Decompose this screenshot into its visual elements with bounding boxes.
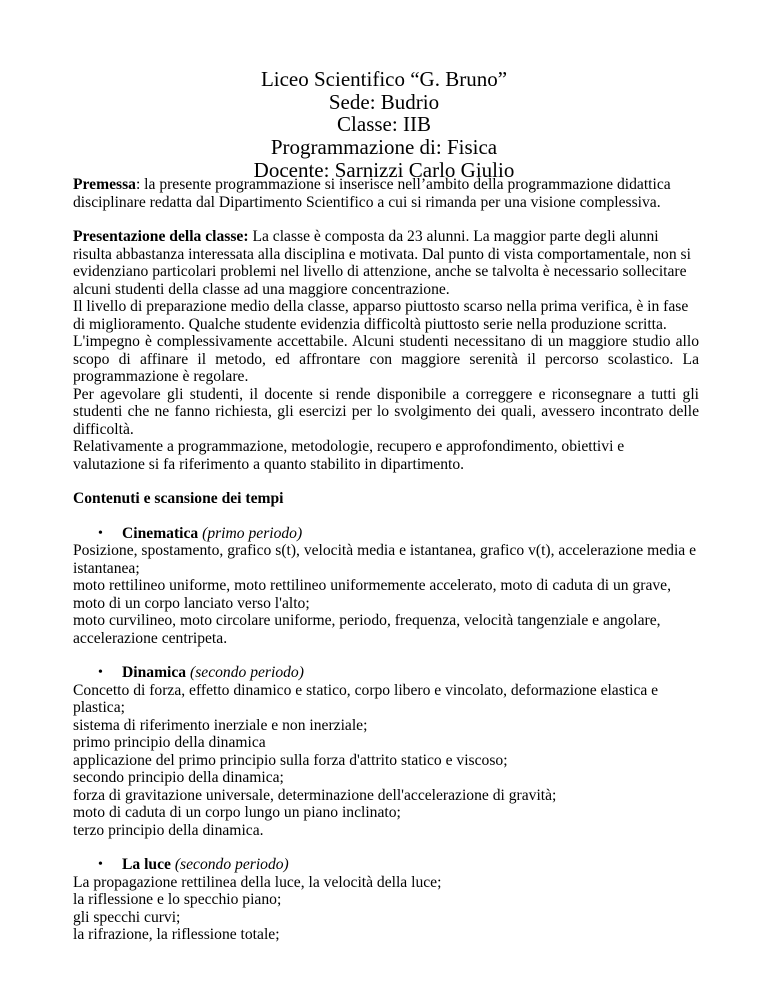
section-topics-luce	[73, 874, 699, 944]
section-period: (primo periodo)	[202, 524, 303, 542]
topic-line: moto rettilineo uniforme, moto rettilineo uniformemente accelerato, moto di caduta di un grave, moto di un corpo lanciato verso l'alto;	[73, 577, 671, 612]
presentazione-text: La classe è composta da 23 alunni. La maggior parte degli alunni risulta abbastanza interessata alla disciplina e motivata. Dal punto di vista comportamentale, non si evidenziano particolari problemi nel livello di attenzione, anche se talvolta è necessario sollecitare alcuni studenti della classe ad una maggiore concentrazione.	[73, 228, 691, 298]
classe-line: Classe: IIB	[337, 112, 431, 137]
programmazione-line: Programmazione di: Fisica	[270, 135, 498, 160]
topic-line: secondo principio della dinamica;	[73, 769, 284, 786]
presentazione-p2: Il livello di preparazione medio della classe, apparso piuttosto scarso nella prima verifica, è in fase di miglioramento. Qualche studente evidenzia difficoltà piuttosto serie nella produzione scritta.	[73, 298, 689, 333]
presentazione-p4: Per agevolare gli studenti, il docente si rende disponibile a correggere e riconsegnare a tutti gli studenti che ne fanno richiesta, gli esercizi per lo svolgimento dei quali, avessero incontrato delle difficoltà.	[73, 385, 699, 438]
section-heading-dinamica	[73, 664, 699, 682]
sede-line: Sede: Budrio	[328, 89, 440, 114]
topic-line: la riflessione e lo specchio piano;	[73, 891, 282, 908]
contenuti-title: Contenuti e scansione dei tempi	[73, 490, 284, 507]
topic-line: forza di gravitazione universale, determinazione dell'accelerazione di gravità;	[73, 786, 557, 804]
docente-line: Docente: Sarnizzi Carlo Giulio	[253, 157, 515, 182]
presentazione-p5: Relativamente a programmazione, metodologie, recupero e approfondimento, obiettivi e valutazione si fa riferimento a quanto stabilito in dipartimento.	[73, 438, 625, 473]
document-header	[0, 68, 768, 182]
bullet-icon: •	[98, 665, 103, 680]
topic-line: applicazione del primo principio sulla forza d'attrito statico e viscoso;	[73, 751, 508, 769]
section-topics-cinematica	[73, 542, 699, 647]
premessa-paragraph	[73, 176, 699, 211]
premessa-text: : la presente programmazione si inserisce nell’ambito della programmazione didattica disciplinare redatta dal Dipartimento Scientifico a cui si rimanda per una visione complessiva.	[73, 176, 671, 211]
presentazione-label: Presentazione della classe:	[73, 228, 249, 245]
contenuti-heading	[73, 490, 699, 508]
premessa-label: Premessa	[73, 176, 136, 193]
section-heading-cinematica	[73, 525, 699, 543]
topic-line: moto di caduta di un corpo lungo un piano inclinato;	[73, 804, 401, 821]
presentazione-block	[73, 228, 699, 473]
presentazione-paragraph	[73, 228, 699, 298]
topic-line: sistema di riferimento inerziale e non inerziale;	[73, 716, 368, 734]
topic-line: moto curvilineo, moto circolare uniforme, periodo, frequenza, velocità tangenziale e angolare, accelerazione centripeta.	[73, 612, 661, 647]
section-heading-luce	[73, 856, 699, 874]
section-period: (secondo periodo)	[190, 664, 304, 681]
section-period: (secondo periodo)	[174, 856, 289, 873]
topic-line: Posizione, spostamento, grafico s(t), velocità media e istantanea, grafico v(t), accelerazione media e istantanea;	[73, 542, 697, 577]
section-title: La luce	[122, 856, 171, 873]
section-title: Dinamica	[122, 664, 187, 681]
bullet-icon: •	[98, 857, 103, 872]
school-name: Liceo Scientifico “G. Bruno”	[260, 67, 508, 91]
topic-line: primo principio della dinamica	[73, 734, 266, 751]
topic-line: terzo principio della dinamica.	[73, 821, 264, 839]
presentazione-p3: L'impegno è complessivamente accettabile. Alcuni studenti necessitano di un maggiore studio allo scopo di affinare il metodo, ed affrontare con maggiore serenità il percorso scolastico. La programmazione è regolare.	[73, 333, 699, 385]
section-title: Cinematica	[122, 524, 199, 542]
topic-line: Concetto di forza, effetto dinamico e statico, corpo libero e vincolato, deformazione elastica e plastica;	[73, 681, 659, 716]
bullet-icon: •	[98, 525, 103, 541]
section-topics-dinamica	[73, 682, 699, 840]
document-body	[73, 176, 699, 944]
topic-line: La propagazione rettilinea della luce, la velocità della luce;	[73, 873, 442, 891]
topic-line: la rifrazione, la riflessione totale;	[73, 926, 280, 943]
topic-line: gli specchi curvi;	[73, 908, 181, 926]
